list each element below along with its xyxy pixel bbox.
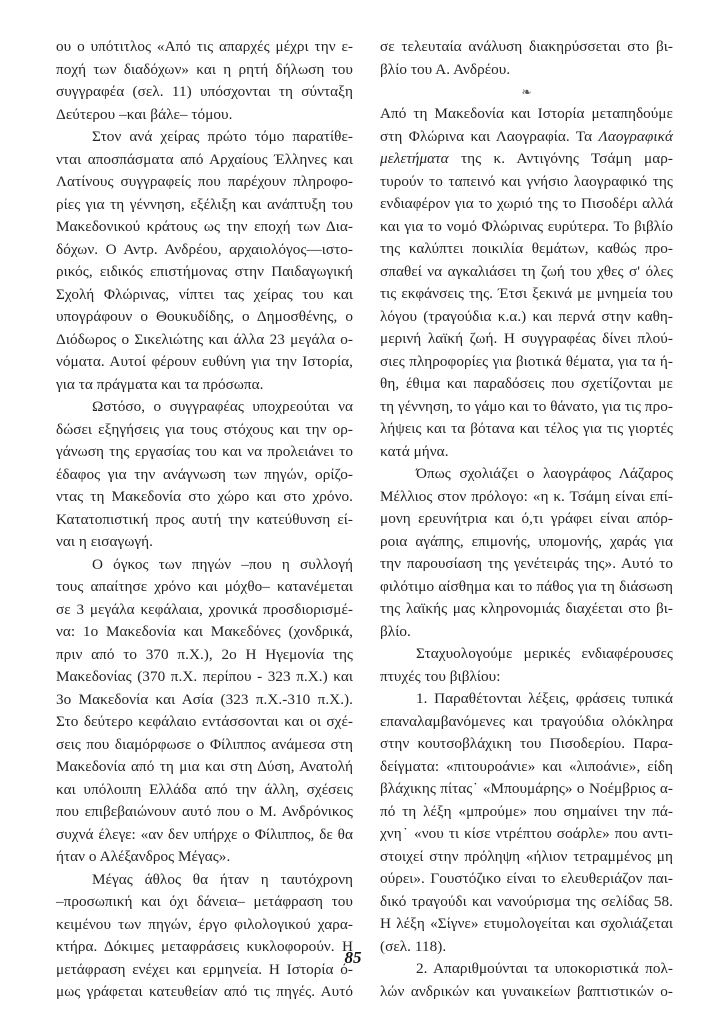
section-ornament bbox=[380, 81, 673, 103]
text-line: Μακεδονίας (370 π.Χ. περίπου - 323 π.Χ.) και bbox=[56, 668, 353, 685]
text-line: σιες πληροφορίες για βιοτικά θέματα, για τα ή- bbox=[380, 352, 673, 370]
text-line: τυρούν το ταπεινό και γνήσιο λαογραφικό της bbox=[380, 172, 673, 190]
text-line: δώσει εξηγήσεις για τους στόχους και την ορ- bbox=[56, 420, 353, 438]
text-line: λήψεις και τα βότανα και τέλος για τις γιορτές bbox=[380, 420, 673, 437]
text-line: μελετήματα της κ. Αντιγόνης Τσάμη μαρ- bbox=[380, 150, 673, 167]
text-line: βλίο. bbox=[380, 622, 411, 640]
text-line: πτυχές του βιβλίου: bbox=[380, 667, 501, 685]
text-line: συχνά έλεγε: «αν δεν υπήρχε ο Φίλιππος, δε θα bbox=[56, 825, 353, 843]
text-line: στοιχεί στην πρόληψη «ήλιον τετραμμένος μη bbox=[380, 847, 673, 865]
text-line: θη, έθιμα και παραδόσεις που σχετίζονται με bbox=[380, 375, 673, 392]
text-line: Μακεδονία από τη μια και στη Δύση, Ανατολή bbox=[56, 758, 353, 775]
text-line: και για το νομό Φλώρινας ευρύτερα. Το βιβλίο bbox=[380, 217, 673, 235]
text-line: Ο όγκος των πηγών –που η συλλογή bbox=[92, 555, 353, 573]
text-line: για τα πράγματα και τα πρόσωπα. bbox=[56, 375, 264, 393]
text-line: και υπόλοιπη Ελλάδα από την άλλη, σχέσεις bbox=[56, 780, 353, 798]
text-line: ντας τη Μακεδονία στο χώρο και στο χρόνο. bbox=[56, 488, 353, 505]
italic-title: μελετήματα bbox=[380, 150, 449, 167]
text-line: τη γέννηση, το γάμο και το θάνατο, για τις προ- bbox=[380, 397, 674, 415]
text-line: βλάχικης πίτας˙ «Μπουμάρης» ο Νοέμβριος α- bbox=[380, 780, 673, 797]
text-line: υπογράφουν ο Θουκυδίδης, ο Δημοσθένης, ο bbox=[56, 308, 353, 325]
text-line: 1. Παραθέτονται λέξεις, φράσεις τυπικά bbox=[416, 690, 673, 707]
text-line: στην κουτσοβλάχικη του Πισοδερίου. Παρα- bbox=[380, 735, 673, 752]
text-line: ενδιαφέρον για το χωριό της το Πισοδέρι αλλά bbox=[380, 195, 673, 212]
text-line: μονη ερευνήτρια και ό,τι γράφει είναι απόρ- bbox=[380, 510, 673, 527]
text-line: ποχή των διαδόχων» και η ρητή δήλωση του bbox=[56, 60, 353, 78]
text-line: φιλότιμο αίσθημα και το πάθος για τη διάσωση bbox=[380, 577, 673, 595]
text-line: Από τη Μακεδονία και Ιστορία μεταπηδούμε bbox=[380, 105, 673, 122]
page-number: 85 bbox=[344, 948, 362, 967]
text-line: λόγου (τραγούδια κ.α.) και περνά στην καθη- bbox=[380, 307, 673, 325]
text-line: νται αποσπάσματα από Αρχαίους Έλληνες και bbox=[56, 150, 353, 168]
text-line: βλίο του Α. Ανδρέου. bbox=[380, 60, 511, 78]
text-line: δικό τραγούδι και νανούρισμα της σελίδας 58. bbox=[380, 892, 673, 910]
text-line: ρίες για τη γέννηση, εξέλιξη και ανάπτυξη του bbox=[56, 195, 353, 213]
text-line: κειμένου των πηγών, έργο φιλολογικού χαρα- bbox=[56, 915, 353, 933]
text-line: δείγματα: «πιτουροάνιε» και «λιποάνιε», είδη bbox=[380, 757, 673, 775]
text-line: ρικός, ειδικός επιστήμονας στην Παιδαγωγική bbox=[56, 263, 353, 280]
text-line: της λαϊκής μας κληρονομιάς διαχέεται στο βι- bbox=[380, 600, 673, 617]
left-column bbox=[56, 36, 353, 1004]
text-line: 3ο Μακεδονία και Ασία (323 π.Χ.-310 π.Χ.). bbox=[56, 690, 353, 708]
text-line: μερινή λαϊκή ζωή. Η συγγραφέας δίνει πλού- bbox=[380, 330, 673, 347]
text-line: (σελ. 118). bbox=[380, 937, 447, 955]
text-line: Στον ανά χείρας πρώτο τόμο παρατίθε- bbox=[92, 128, 353, 145]
text-line: να: 1ο Μακεδονία και Μακεδόνες (χονδρικά, bbox=[56, 623, 353, 640]
text-line: τις εκφάνσεις της. Έτσι ξεκινά με μνημεία του bbox=[380, 285, 673, 302]
right-column-main bbox=[380, 103, 673, 1003]
text-line: τους απαίτησε χρόνο και μόχθο– κατανέμεται bbox=[56, 578, 353, 595]
italic-title: Λαογραφικά bbox=[598, 127, 673, 145]
text-line: Ωστόσο, ο συγγραφέας υποχρεούται να bbox=[92, 398, 353, 415]
text-line: ροια αγάπης, επιμονής, υπομονής, χαράς για bbox=[380, 532, 673, 550]
text-line: νόματα. Αυτοί φέρουν ευθύνη για την Ιστορία, bbox=[56, 353, 353, 370]
text-line: της καλύπτει ποικιλία θεμάτων, καθώς προ- bbox=[380, 240, 673, 257]
text-line: πριν από το 370 π.Χ.), 2ο Η Ηγεμονία της bbox=[56, 645, 353, 663]
text-line: την παρουσίαση της γενέτειράς της». Αυτό το bbox=[380, 555, 673, 572]
text-line: Σταχυολογούμε μερικές ενδιαφέρουσες bbox=[416, 645, 673, 662]
text-line: 2. Απαριθμούνται τα υποκοριστικά πολ- bbox=[416, 960, 673, 977]
text-line: κτήρα. Δόκιμες μεταφράσεις κυκλοφορούν. Η bbox=[56, 938, 353, 955]
text-line: στη Φλώρινα και Λαογραφία. Τα Λαογραφικά bbox=[380, 127, 673, 145]
text-line: Μακεδονικού κράτους ως την εποχή των Δια- bbox=[56, 218, 353, 235]
text-line: ήταν ο Αλέξανδρος Μέγας». bbox=[56, 848, 231, 865]
text-line: Δεύτερου –και βάλε– τόμου. bbox=[56, 105, 233, 123]
text-line: Η λέξη «Σίγνε» ετυμολογείται και σχολιάζεται bbox=[380, 915, 673, 932]
text-line: Όπως σχολιάζει ο λαογράφος Λάζαρος bbox=[416, 465, 673, 482]
text-line: πό τη λέξη «μπρούμε» που σημαίνει την πά- bbox=[380, 802, 673, 820]
text-line: Διόδωρος ο Σικελιώτης και άλλα 23 μεγάλα ο- bbox=[56, 330, 353, 348]
text-line: μετάφραση ενέχει και ερμηνεία. Η Ιστορία ό- bbox=[56, 960, 353, 978]
right-column bbox=[380, 36, 673, 1003]
text-line: έδαφος για την ανάγνωση των πηγών, ορίζο- bbox=[56, 465, 353, 483]
text-line: ούρει». Γουστόζικο είναι το ελευθεριάζον παι- bbox=[380, 870, 673, 887]
text-line: μως γράφεται κατευθείαν από τις πηγές. Αυτό bbox=[56, 983, 353, 1000]
text-line: Μέγας άθλος θα ήταν η ταυτόχρονη bbox=[92, 870, 353, 888]
text-line: λών ανδρικών και γυναικείων βαπτιστικών ο- bbox=[380, 982, 673, 1000]
text-line: –προσωπική και όχι δάνεια– μετάφραση του bbox=[56, 893, 353, 910]
right-column-top-paragraph bbox=[380, 36, 673, 81]
text-line: Λατίνους συγγραφείς που παρέχουν πληροφο- bbox=[56, 173, 353, 190]
text-line: γάνωση της εργασίας του και να προλειάνει το bbox=[56, 443, 353, 460]
text-line: επαναλαμβανόμενες και τραγούδια ολόκληρα bbox=[380, 712, 673, 730]
text-line: ου ο υπότιτλος «Από τις απαρχές μέχρι την ε- bbox=[56, 38, 353, 55]
text-line: σεις που διαμόρφωσε ο Φίλιππος ανάμεσα στη bbox=[56, 735, 353, 753]
text-line: ναι η εισαγωγή. bbox=[56, 533, 153, 550]
text-line: Μέλλιος στον πρόλογο: «η κ. Τσάμη είναι επί- bbox=[380, 487, 673, 505]
text-line: χνη˙ «νου τι κίσε ντρέπτου σοάρλε» που αντι- bbox=[380, 825, 673, 842]
text-line: Στο δεύτερο κεφάλαιο εντάσσονται και οι σχέ- bbox=[56, 713, 353, 730]
text-line: Κατατοπιστική προς αυτή την κατεύθυνση εί- bbox=[56, 510, 353, 528]
text-line: δόχων. Ο Αντρ. Ανδρέου, αρχαιολόγος—ιστο- bbox=[56, 240, 353, 258]
text-line: σε 3 μεγάλα κεφάλαια, χρονικά προσδιορισμέ- bbox=[56, 600, 353, 618]
text-line: σε τελευταία ανάλυση διακηρύσσεται στο βι- bbox=[380, 38, 673, 55]
text-line: κατά μήνα. bbox=[380, 442, 449, 460]
text-line: που επιβεβαιώνουν αυτό που ο Μ. Ανδρόνικος bbox=[56, 803, 353, 820]
text-line: σπαθεί να αγκαλιάσει τη ζωή του χθες σ' όλες bbox=[380, 262, 673, 280]
text-line: συγγραφέα (σελ. 11) υπόσχονται τη σύνταξη bbox=[56, 83, 353, 100]
fleuron-icon: ❧ bbox=[521, 85, 532, 99]
text-line: Σχολή Φλώρινας, νίπτει τας χείρας του και bbox=[56, 285, 353, 303]
